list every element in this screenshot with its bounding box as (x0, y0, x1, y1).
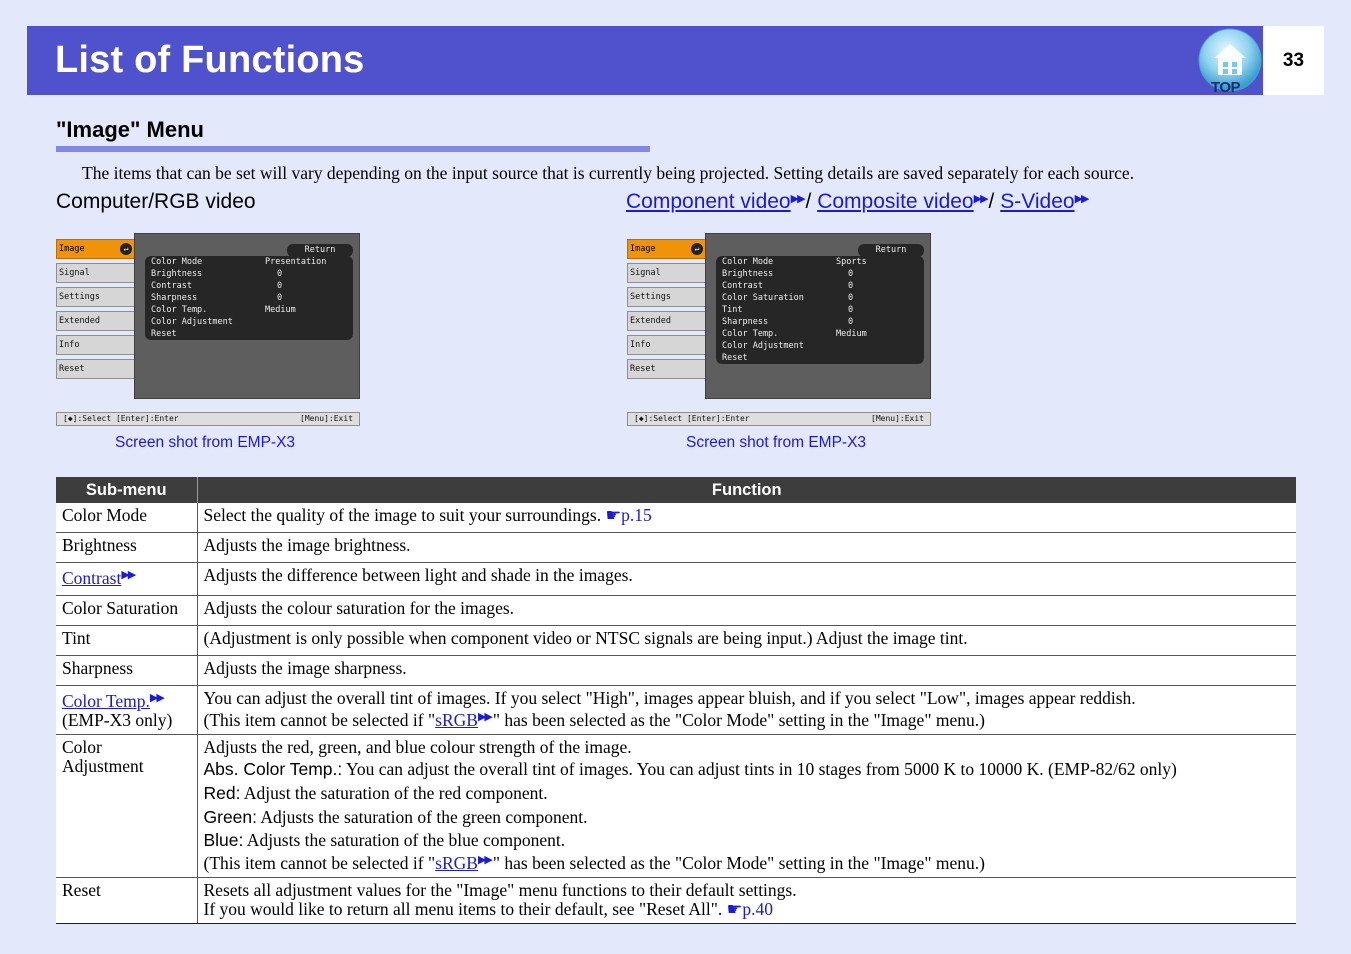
osd-row: Color Mode Sports (722, 257, 867, 267)
page-title: List of Functions (55, 39, 365, 81)
osd-side-item: Reset (56, 359, 136, 379)
intro-text: The items that can be set will vary depending on the input source that is currently being projected. Setting details are saved separately for each source. (82, 163, 1135, 183)
top-button[interactable] (1197, 28, 1263, 94)
glossary-arrow-icon: ▶▶ (477, 711, 491, 723)
submenu-note: (EMP-X3 only) (62, 710, 173, 730)
glossary-arrow-icon: ▶▶ (790, 193, 804, 205)
function-cell: Resets all adjustment values for the "Image" menu functions to their default settings. If you would like to return all menu items to their default, see "Reset All". ☛p.40 (197, 878, 1296, 924)
enter-icon: ↵ (691, 243, 703, 255)
top-label: TOP (1211, 79, 1241, 96)
osd-side-item: Signal (56, 263, 136, 283)
glossary-arrow-icon: ▶▶ (149, 692, 163, 704)
osd-row: Contrast 0 (151, 281, 283, 291)
table-row (56, 686, 1296, 735)
function-cell: Adjusts the image brightness. (197, 533, 1296, 563)
osd-menu-list (145, 256, 353, 340)
separator: / (805, 190, 818, 213)
page-ref-link[interactable]: ☛p.15 (605, 505, 652, 525)
osd-row: Sharpness 0 (151, 293, 283, 303)
glossary-arrow-icon: ▶▶ (1074, 193, 1088, 205)
osd-side-item: Image ↵ (56, 239, 136, 259)
contrast-link[interactable]: Contrast (62, 568, 122, 588)
osd-row: Contrast 0 (722, 281, 854, 291)
osd-row: Color Adjustment (151, 317, 233, 327)
red-label: Red: (203, 783, 241, 803)
osd-side-item: Reset (627, 359, 707, 379)
function-cell: Adjusts the red, green, and blue colour strength of the image. Abs. Color Temp.: You can adjust the overall tint of images. You can adjust tints in 10 stages from 5000 K to 10000 K. (EMP-82/62 only) Red: Adjust the saturation of the red component. Green: Adjusts the saturation of the green component. Blue: Adjusts the saturation of the blue component. (This item cannot be selected if "sRGB▶▶ " has been selected as the "Color Mode" setting in the "Image" menu.) (197, 735, 1296, 878)
osd-row: Color Mode Presentation (151, 257, 327, 267)
page-number: 33 (1282, 50, 1305, 71)
osd-side-item: Image ↵ (627, 239, 707, 259)
col-header-function: Function (197, 477, 1296, 503)
srgb-link[interactable]: sRGB (435, 710, 478, 730)
osd-row: Sharpness 0 (722, 317, 854, 327)
color-temp-link[interactable]: Color Temp. (62, 691, 150, 711)
s-video-link[interactable]: S-Video (1000, 190, 1075, 213)
osd-side-item: Extended (56, 311, 136, 331)
osd-side-item: Signal (627, 263, 707, 283)
osd-side-item: Settings (627, 287, 707, 307)
table-row (56, 533, 1296, 563)
osd-screenshot-right (627, 233, 931, 427)
component-video-link[interactable]: Component video (626, 190, 791, 213)
osd-side-item: Info (627, 335, 707, 355)
osd-side-item: Info (56, 335, 136, 355)
table-row (56, 503, 1296, 533)
computer-rgb-heading: Computer/RGB video (56, 190, 256, 213)
osd-side-item: Extended (627, 311, 707, 331)
glossary-arrow-icon: ▶▶ (121, 569, 135, 581)
function-cell: Adjusts the image sharpness. (197, 656, 1296, 686)
submenu-cell: Sharpness (56, 656, 197, 686)
function-cell: Select the quality of the image to suit your surroundings. ☛p.15 (197, 503, 1296, 533)
page-number-box (1263, 26, 1324, 95)
osd-row: Color Temp. Medium (151, 305, 296, 315)
osd-footer: [◆]:Select [Enter]:Enter [Menu]:Exit (627, 412, 931, 426)
function-cell: You can adjust the overall tint of images. If you select "High", images appear bluish, and if you select "Low", images appear reddish. (This item cannot be selected if "sRGB▶▶ " has been selected as the "Color Mode" setting in the "Image" menu.) (197, 686, 1296, 735)
osd-row: Color Temp. Medium (722, 329, 867, 339)
col-header-submenu: Sub-menu (56, 477, 197, 503)
submenu-cell: Color Saturation (56, 596, 197, 626)
osd-row: Reset (151, 329, 177, 339)
enter-icon: ↵ (120, 243, 132, 255)
pointing-hand-icon: ☛ (605, 505, 622, 525)
pointing-hand-icon: ☛ (726, 899, 743, 919)
blue-label: Blue: (203, 830, 244, 850)
table-row (56, 735, 1296, 878)
osd-side-item: Settings (56, 287, 136, 307)
table-row (56, 656, 1296, 686)
submenu-cell: Color Adjustment (56, 735, 197, 878)
osd-row: Tint 0 (722, 305, 854, 315)
section-title: "Image" Menu (56, 117, 204, 142)
abs-color-temp-label: Abs. Color Temp.: (203, 759, 343, 779)
function-cell: (Adjustment is only possible when component video or NTSC signals are being input.) Adjust the image tint. (197, 626, 1296, 656)
osd-panel (705, 233, 931, 399)
osd-row: Brightness 0 (722, 269, 854, 279)
osd-row: Color Saturation 0 (722, 293, 854, 303)
table-row (56, 596, 1296, 626)
video-source-links (626, 190, 1089, 214)
submenu-cell: Tint (56, 626, 197, 656)
function-table (56, 477, 1296, 924)
submenu-cell (56, 686, 197, 735)
osd-return: Return (858, 244, 924, 257)
function-cell: Adjusts the colour saturation for the images. (197, 596, 1296, 626)
table-row (56, 563, 1296, 596)
osd-row: Brightness 0 (151, 269, 283, 279)
separator: / (988, 190, 1001, 213)
page-ref-link[interactable]: ☛p.40 (726, 899, 773, 919)
osd-footer: [◆]:Select [Enter]:Enter [Menu]:Exit (56, 412, 360, 426)
osd-menu-list (716, 256, 924, 364)
osd-panel (134, 233, 360, 399)
submenu-cell: Reset (56, 878, 197, 924)
header-bar (27, 26, 1263, 95)
composite-video-link[interactable]: Composite video (817, 190, 974, 213)
glossary-arrow-icon: ▶▶ (477, 854, 491, 866)
table-row (56, 626, 1296, 656)
table-header-row (56, 477, 1296, 503)
glossary-arrow-icon: ▶▶ (973, 193, 987, 205)
osd-return: Return (287, 244, 353, 257)
osd-row: Reset (722, 353, 748, 363)
function-cell: Adjusts the difference between light and shade in the images. (197, 563, 1296, 596)
caption-left: Screen shot from EMP-X3 (115, 434, 296, 451)
submenu-cell: Color Mode (56, 503, 197, 533)
submenu-cell (56, 563, 197, 596)
table-row (56, 878, 1296, 924)
submenu-cell: Brightness (56, 533, 197, 563)
osd-screenshot-left (56, 233, 360, 427)
srgb-link[interactable]: sRGB (435, 853, 478, 873)
green-label: Green: (203, 807, 257, 827)
section-rule (56, 146, 650, 152)
osd-row: Color Adjustment (722, 341, 804, 351)
caption-right: Screen shot from EMP-X3 (686, 434, 867, 451)
